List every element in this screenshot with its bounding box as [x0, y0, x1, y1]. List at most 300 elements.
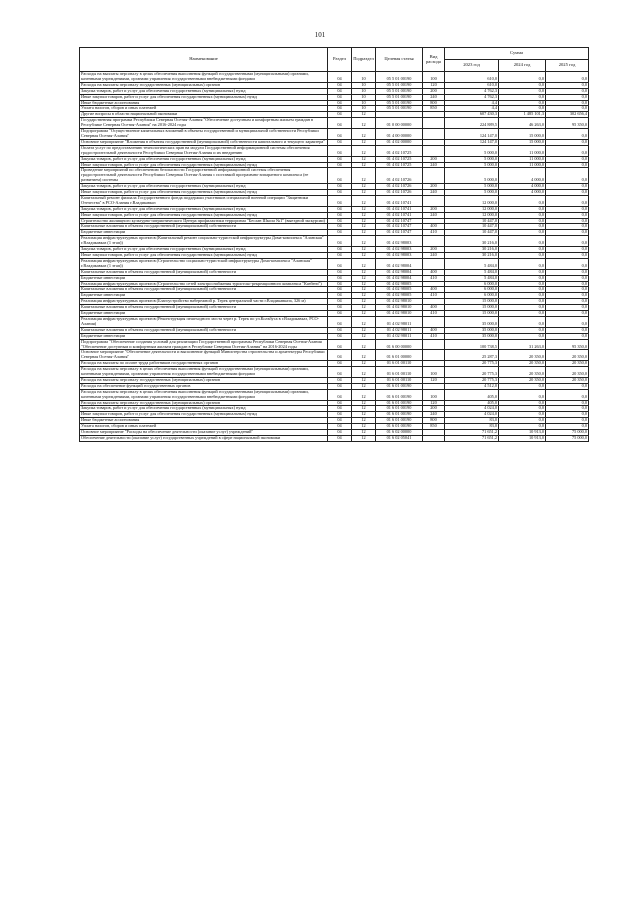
cell-section: 04 — [328, 258, 352, 269]
header-sum: Сумма — [445, 48, 589, 60]
cell-target: 01 4 02 98010 — [376, 299, 423, 305]
cell-expense: 850 — [423, 424, 445, 430]
cell-expense: 240 — [423, 94, 445, 100]
cell-2025: 20 350,0 — [546, 350, 589, 361]
table-row — [80, 118, 589, 129]
table-row — [80, 339, 589, 350]
cell-2024: 0,0 — [499, 212, 546, 218]
cell-section: 04 — [328, 118, 352, 129]
cell-name: Капитальные вложения в объекты государственной (муниципальной) собственности — [80, 305, 328, 311]
cell-subsection: 12 — [352, 430, 376, 436]
header-target: Целевая статья — [376, 48, 423, 72]
cell-section: 04 — [328, 190, 352, 196]
cell-section: 04 — [328, 218, 352, 224]
cell-section: 04 — [328, 94, 352, 100]
cell-section: 04 — [328, 389, 352, 400]
cell-target: 01 4 02 98010 — [376, 311, 423, 317]
cell-section: 04 — [328, 287, 352, 293]
cell-section: 04 — [328, 145, 352, 156]
cell-2023: 30 216,0 — [445, 236, 499, 247]
cell-2025: 75 000,0 — [546, 430, 589, 436]
cell-2025: 0,0 — [546, 287, 589, 293]
cell-section: 04 — [328, 299, 352, 305]
cell-subsection: 12 — [352, 258, 376, 269]
cell-2024: 0,0 — [499, 236, 546, 247]
cell-2024: 0,0 — [499, 311, 546, 317]
cell-expense — [423, 258, 445, 269]
cell-2025: 0,0 — [546, 253, 589, 259]
cell-2024: 0,0 — [499, 218, 546, 224]
cell-2024: 0,0 — [499, 72, 546, 83]
cell-2025: 0,0 — [546, 269, 589, 275]
cell-2023: 20 775,3 — [445, 361, 499, 367]
cell-2023: 15 000,0 — [445, 305, 499, 311]
cell-2024: 10 913,0 — [499, 436, 546, 442]
cell-name: Бюджетные инвестиции — [80, 230, 328, 236]
cell-subsection: 12 — [352, 236, 376, 247]
cell-name: Иные закупки товаров, работ и услуг для обеспечения государственных (муниципальных) нужд — [80, 253, 328, 259]
cell-2023: 224 889,5 — [445, 118, 499, 129]
cell-subsection: 12 — [352, 190, 376, 196]
cell-2024: 20 350,0 — [499, 361, 546, 367]
cell-2023: 5 000,0 — [445, 156, 499, 162]
cell-2025: 0,0 — [546, 94, 589, 100]
cell-subsection: 12 — [352, 389, 376, 400]
cell-section: 04 — [328, 412, 352, 418]
cell-expense: 410 — [423, 293, 445, 299]
cell-expense: 200 — [423, 156, 445, 162]
cell-subsection: 12 — [352, 333, 376, 339]
cell-subsection: 12 — [352, 350, 376, 361]
cell-name: Капитальные вложения в объекты государственной (муниципальной) собственности — [80, 327, 328, 333]
cell-2023: 6 000,0 — [445, 287, 499, 293]
cell-2023: 5 484,0 — [445, 258, 499, 269]
cell-expense: 400 — [423, 327, 445, 333]
cell-2024: 0,0 — [499, 253, 546, 259]
cell-expense — [423, 195, 445, 206]
cell-2025: 0,0 — [546, 100, 589, 106]
cell-2024: 0,0 — [499, 195, 546, 206]
cell-name: Уплата налогов, сборов и иных платежей — [80, 424, 328, 430]
cell-2024: 0,0 — [499, 281, 546, 287]
cell-expense: 410 — [423, 275, 445, 281]
cell-target: 01 6 01 00110 — [376, 361, 423, 367]
cell-2025: 0,0 — [546, 299, 589, 305]
cell-target: 05 5 01 00190 — [376, 106, 423, 112]
cell-expense: 800 — [423, 100, 445, 106]
cell-expense: 400 — [423, 287, 445, 293]
cell-2023: 10 447,0 — [445, 230, 499, 236]
cell-2025: 0,0 — [546, 258, 589, 269]
table-row — [80, 367, 589, 378]
cell-2025: 0,0 — [546, 168, 589, 184]
cell-expense: 240 — [423, 253, 445, 259]
cell-subsection: 12 — [352, 367, 376, 378]
cell-2023: 30 216,0 — [445, 253, 499, 259]
cell-name: Иные закупки товаров, работ и услуг для обеспечения государственных (муниципальных) нужд — [80, 94, 328, 100]
cell-2024: 0,0 — [499, 299, 546, 305]
cell-2024: 11 000,0 — [499, 145, 546, 156]
cell-target: 01 4 02 10747 — [376, 218, 423, 224]
cell-name: Расходы на выплаты персоналу государственных (муниципальных) органов — [80, 400, 328, 406]
cell-target: 01 4 02 98005 — [376, 293, 423, 299]
cell-2025: 0,0 — [546, 412, 589, 418]
cell-subsection: 12 — [352, 112, 376, 118]
cell-subsection: 12 — [352, 139, 376, 145]
cell-subsection: 12 — [352, 293, 376, 299]
cell-expense: 400 — [423, 224, 445, 230]
cell-section: 04 — [328, 316, 352, 327]
cell-2025: 0,0 — [546, 406, 589, 412]
cell-name: Другие вопросы в области национальной экономики — [80, 112, 328, 118]
cell-2023: 10 447,0 — [445, 218, 499, 224]
cell-2023: 610,0 — [445, 82, 499, 88]
cell-subsection: 12 — [352, 247, 376, 253]
cell-2023: 5 000,0 — [445, 145, 499, 156]
cell-2024: 20 350,0 — [499, 377, 546, 383]
cell-section: 04 — [328, 253, 352, 259]
cell-subsection: 12 — [352, 162, 376, 168]
cell-section: 04 — [328, 269, 352, 275]
cell-subsection: 12 — [352, 377, 376, 383]
cell-2023: 35 000,0 — [445, 327, 499, 333]
cell-name: Расходы на выплаты персоналу государственных (муниципальных) органов — [80, 377, 328, 383]
cell-section: 04 — [328, 156, 352, 162]
cell-target: 01 4 02 10747 — [376, 224, 423, 230]
cell-2025: 0,0 — [546, 82, 589, 88]
cell-subsection: 12 — [352, 275, 376, 281]
cell-name: Реализация инфраструктурных проектов (Строительство сетей электроснабжения туристско-рекреационного комплекса "Казбеги") — [80, 281, 328, 287]
cell-section: 04 — [328, 275, 352, 281]
table-row — [80, 129, 589, 140]
cell-name: Иные закупки товаров, работ и услуг для обеспечения государственных (муниципальных) нужд — [80, 212, 328, 218]
cell-target: 05 5 01 00190 — [376, 100, 423, 106]
cell-expense: 400 — [423, 269, 445, 275]
cell-expense: 200 — [423, 247, 445, 253]
cell-subsection: 12 — [352, 281, 376, 287]
cell-2023: 607 430,3 — [445, 112, 499, 118]
cell-subsection: 12 — [352, 383, 376, 389]
cell-2025: 0,0 — [546, 145, 589, 156]
cell-subsection: 12 — [352, 156, 376, 162]
cell-expense: 200 — [423, 184, 445, 190]
cell-section: 04 — [328, 100, 352, 106]
cell-name: Капитальные вложения в объекты государственной (муниципальной) собственности — [80, 224, 328, 230]
cell-section: 04 — [328, 224, 352, 230]
cell-name: Иные закупки товаров, работ и услуг для обеспечения государственных (муниципальных) нужд — [80, 162, 328, 168]
cell-target: 01 4 02 98003 — [376, 253, 423, 259]
cell-name: Строительство жилищного культурно-патриотического Центра профилактики терроризма "Беслан Школа №1" (выездной экскурсии) — [80, 218, 328, 224]
cell-name: Реализация инфраструктурных проектов (Капитальный ремонт социально-туристской инфраструктуры Дома-комплекса "Аланская" г.Владикавказ (1 этап)) — [80, 236, 328, 247]
cell-2024: 0,0 — [499, 269, 546, 275]
cell-target: 01 4 02 10726 — [376, 190, 423, 196]
cell-2023: 610,0 — [445, 72, 499, 83]
cell-name: Реализация инфраструктурных проектов (Благоустройство набережной р. Терек центральной части г.Владикавказа, 326 м) — [80, 299, 328, 305]
cell-2025: 0,0 — [546, 383, 589, 389]
cell-expense: 200 — [423, 406, 445, 412]
cell-2024: 31 263,0 — [499, 339, 546, 350]
cell-expense: 410 — [423, 311, 445, 317]
cell-2023: 12 000,0 — [445, 212, 499, 218]
cell-section: 04 — [328, 72, 352, 83]
cell-2025: 0,0 — [546, 236, 589, 247]
cell-section: 04 — [328, 88, 352, 94]
cell-subsection: 12 — [352, 145, 376, 156]
cell-section: 04 — [328, 377, 352, 383]
cell-name: Иные закупки товаров, работ и услуг для обеспечения государственных (муниципальных) нужд — [80, 190, 328, 196]
cell-target: 01 0 00 00000 — [376, 118, 423, 129]
cell-subsection: 12 — [352, 361, 376, 367]
cell-target: 05 5 01 00190 — [376, 72, 423, 83]
cell-target: 01 6 01 00190 — [376, 383, 423, 389]
cell-subsection: 10 — [352, 72, 376, 83]
cell-section: 04 — [328, 361, 352, 367]
cell-target: 01 6 00 00000 — [376, 339, 423, 350]
cell-section: 04 — [328, 436, 352, 442]
cell-name: Капитальный ремонт филиала Государственного фонда поддержки участников специальной военной операции "Защитники Отечества" в РСО-Алания г.Владикавказ — [80, 195, 328, 206]
cell-subsection: 12 — [352, 305, 376, 311]
cell-target: 01 4 02 00000 — [376, 139, 423, 145]
cell-section: 04 — [328, 195, 352, 206]
cell-name: Закупка товаров, работ и услуг для обеспечения государственных (муниципальных) нужд — [80, 156, 328, 162]
cell-2025: 20 350,0 — [546, 361, 589, 367]
cell-target: 01 4 02 98004 — [376, 258, 423, 269]
cell-2023: 12 000,0 — [445, 195, 499, 206]
cell-section: 04 — [328, 184, 352, 190]
cell-target: 01 6 01 00000 — [376, 350, 423, 361]
cell-name: Бюджетные инвестиции — [80, 275, 328, 281]
cell-target: 01 4 02 98004 — [376, 269, 423, 275]
cell-target: 01 4 02 98011 — [376, 316, 423, 327]
cell-name: Подпрограмма "Обеспечение создания условий для реализации Государственной программы Республики Северная Осетия-Алания "Обеспечение доступным и комфортным жильем граждан в Республике Северная Осетия-Алания" на 2016-2024 годы — [80, 339, 328, 350]
cell-expense — [423, 350, 445, 361]
cell-target: 01 6 02 05041 — [376, 436, 423, 442]
cell-2024: 0,0 — [499, 106, 546, 112]
cell-target: 01 4 02 98005 — [376, 287, 423, 293]
cell-name: Закупка товаров, работ и услуг для обеспечения государственных (муниципальных) нужд — [80, 88, 328, 94]
cell-2023: 15 000,0 — [445, 311, 499, 317]
cell-expense: 800 — [423, 418, 445, 424]
cell-name: Проведение мероприятий по обеспечению безопасности Государственной информационной системы обеспечения градостроительной деятельности Республики Северная Осетия-Алания с поставкой программно-аппаратного комплекса (ее развитием) системы — [80, 168, 328, 184]
cell-2025: 0,0 — [546, 224, 589, 230]
cell-section: 04 — [328, 281, 352, 287]
cell-subsection: 12 — [352, 168, 376, 184]
cell-2025: 20 350,0 — [546, 377, 589, 383]
cell-2025: 0,0 — [546, 139, 589, 145]
cell-target: 01 4 02 98003 — [376, 236, 423, 247]
cell-2025: 0,0 — [546, 129, 589, 140]
cell-2025: 0,0 — [546, 106, 589, 112]
cell-expense: 100 — [423, 389, 445, 400]
header-expense: Вид расхода — [423, 48, 445, 72]
cell-section: 04 — [328, 293, 352, 299]
cell-name: Иные бюджетные ассигнования — [80, 100, 328, 106]
cell-2024: 0,0 — [499, 389, 546, 400]
table-body — [80, 72, 589, 442]
cell-2024: 0,0 — [499, 82, 546, 88]
cell-2025: 0,0 — [546, 162, 589, 168]
cell-expense: 120 — [423, 82, 445, 88]
cell-target: 01 4 02 10747 — [376, 230, 423, 236]
cell-subsection: 12 — [352, 287, 376, 293]
cell-expense: 240 — [423, 190, 445, 196]
table-row — [80, 195, 589, 206]
cell-2023: 20 775,3 — [445, 377, 499, 383]
cell-section: 04 — [328, 424, 352, 430]
cell-2025: 0,0 — [546, 333, 589, 339]
cell-2024: 0,0 — [499, 275, 546, 281]
cell-target: 01 4 02 10741 — [376, 195, 423, 206]
cell-subsection: 12 — [352, 424, 376, 430]
cell-2025: 95 350,0 — [546, 339, 589, 350]
cell-2023: 4 024,0 — [445, 412, 499, 418]
cell-section: 04 — [328, 112, 352, 118]
cell-2024: 11 000,0 — [499, 156, 546, 162]
cell-expense — [423, 316, 445, 327]
header-section: Раздел — [328, 48, 352, 72]
cell-subsection: 12 — [352, 316, 376, 327]
cell-subsection: 12 — [352, 212, 376, 218]
cell-2023: 12 000,0 — [445, 206, 499, 212]
cell-subsection: 12 — [352, 327, 376, 333]
cell-target: 01 4 02 98004 — [376, 275, 423, 281]
cell-subsection: 12 — [352, 339, 376, 350]
cell-expense: 100 — [423, 367, 445, 378]
cell-section: 04 — [328, 106, 352, 112]
cell-2024: 4 000,0 — [499, 190, 546, 196]
cell-name: Бюджетные инвестиции — [80, 311, 328, 317]
cell-section: 04 — [328, 82, 352, 88]
cell-2023: 4,4 — [445, 100, 499, 106]
cell-2023: 124 147,0 — [445, 139, 499, 145]
cell-target: 01 6 01 00190 — [376, 406, 423, 412]
header-name: Наименование — [80, 48, 328, 72]
cell-2025: 0,0 — [546, 206, 589, 212]
cell-name: Закупка товаров, работ и услуг для обеспечения государственных (муниципальных) нужд — [80, 247, 328, 253]
cell-2024: 0,0 — [499, 100, 546, 106]
cell-2025: 0,0 — [546, 247, 589, 253]
cell-2025: 0,0 — [546, 389, 589, 400]
cell-2025: 0,0 — [546, 293, 589, 299]
cell-2025: 0,0 — [546, 88, 589, 94]
cell-2023: 5 000,0 — [445, 168, 499, 184]
cell-2025: 0,0 — [546, 424, 589, 430]
cell-2023: 83,0 — [445, 418, 499, 424]
cell-name: Расходы на выплаты персоналу в целях обеспечения выполнения функций государственными (муниципальными) органами, казенными учреждениями, органами управления государственными внебюджетными фондами — [80, 367, 328, 378]
cell-target: 01 4 02 98003 — [376, 247, 423, 253]
table-row — [80, 236, 589, 247]
cell-2025: 0,0 — [546, 316, 589, 327]
cell-expense: 400 — [423, 305, 445, 311]
cell-section: 04 — [328, 339, 352, 350]
cell-2025: 0,0 — [546, 400, 589, 406]
cell-target: 01 6 01 00190 — [376, 418, 423, 424]
cell-2024: 0,0 — [499, 305, 546, 311]
cell-2025: 302 656,4 — [546, 112, 589, 118]
cell-target: 01 4 02 10726 — [376, 184, 423, 190]
cell-2024: 46 263,0 — [499, 118, 546, 129]
cell-2023: 35 000,0 — [445, 316, 499, 327]
cell-expense — [423, 436, 445, 442]
cell-2023: 5 484,0 — [445, 269, 499, 275]
cell-2023: 71 651,2 — [445, 430, 499, 436]
cell-expense — [423, 236, 445, 247]
cell-target: 01 4 02 98011 — [376, 333, 423, 339]
cell-2024: 0,0 — [499, 287, 546, 293]
cell-target: 05 5 01 00190 — [376, 88, 423, 94]
cell-2023: 6 000,0 — [445, 293, 499, 299]
cell-2023: 405,0 — [445, 389, 499, 400]
cell-2025: 0,0 — [546, 195, 589, 206]
cell-subsection: 10 — [352, 82, 376, 88]
cell-2024: 4 000,0 — [499, 168, 546, 184]
cell-2024: 0,0 — [499, 224, 546, 230]
cell-target: 01 6 01 00110 — [376, 367, 423, 378]
cell-expense — [423, 168, 445, 184]
cell-2024: 10 913,0 — [499, 430, 546, 436]
cell-2023: 15 000,0 — [445, 299, 499, 305]
cell-name: Основное мероприятие "Вложения в объекты государственной (муниципальной) собственности капитального и текущего характера" — [80, 139, 328, 145]
cell-target: 01 4 02 98011 — [376, 327, 423, 333]
cell-section: 04 — [328, 311, 352, 317]
cell-name: Капитальные вложения в объекты государственной (муниципальной) собственности — [80, 287, 328, 293]
cell-2024: 1 485 101,3 — [499, 112, 546, 118]
cell-section: 04 — [328, 168, 352, 184]
cell-2023: 71 651,2 — [445, 436, 499, 442]
cell-2024: 0,0 — [499, 406, 546, 412]
header-subsection: Подраздел — [352, 48, 376, 72]
budget-table — [79, 47, 589, 442]
cell-section: 04 — [328, 350, 352, 361]
cell-subsection: 10 — [352, 94, 376, 100]
cell-2024: 0,0 — [499, 412, 546, 418]
cell-target: 05 5 01 00190 — [376, 82, 423, 88]
cell-2023: 4,4 — [445, 106, 499, 112]
cell-section: 04 — [328, 333, 352, 339]
cell-subsection: 12 — [352, 400, 376, 406]
cell-2023: 6 000,0 — [445, 281, 499, 287]
cell-2024: 0,0 — [499, 94, 546, 100]
cell-2025: 0,0 — [546, 212, 589, 218]
cell-2024: 20 350,0 — [499, 367, 546, 378]
cell-2024: 4 000,0 — [499, 184, 546, 190]
cell-subsection: 12 — [352, 253, 376, 259]
cell-target: 01 6 01 00190 — [376, 424, 423, 430]
table-row — [80, 145, 589, 156]
cell-2023: 10 447,0 — [445, 224, 499, 230]
cell-2023: 20 775,3 — [445, 367, 499, 378]
cell-section: 04 — [328, 430, 352, 436]
cell-2025: 0,0 — [546, 218, 589, 224]
cell-2023: 124 147,0 — [445, 129, 499, 140]
cell-section: 04 — [328, 139, 352, 145]
cell-subsection: 12 — [352, 206, 376, 212]
cell-2024: 0,0 — [499, 400, 546, 406]
cell-name: Расходы на выплаты персоналу государственных (муниципальных) органов — [80, 82, 328, 88]
cell-target: 01 4 02 10725 — [376, 145, 423, 156]
cell-section: 04 — [328, 162, 352, 168]
cell-2024: 0,0 — [499, 316, 546, 327]
cell-name: Иные закупки товаров, работ и услуг для обеспечения государственных (муниципальных) нужд — [80, 412, 328, 418]
cell-expense: 850 — [423, 106, 445, 112]
cell-2025: 0,0 — [546, 311, 589, 317]
cell-2024: 15 000,0 — [499, 129, 546, 140]
header-year-2024: 2024 год — [499, 60, 546, 72]
table-row — [80, 168, 589, 184]
cell-section: 04 — [328, 247, 352, 253]
cell-name: Государственная программа Республики Северная Осетия-Алания "Обеспечение доступным и комфортным жильем граждан в Республике Северная Осетия-Алания" на 2016-2024 годы — [80, 118, 328, 129]
cell-2024: 0,0 — [499, 206, 546, 212]
